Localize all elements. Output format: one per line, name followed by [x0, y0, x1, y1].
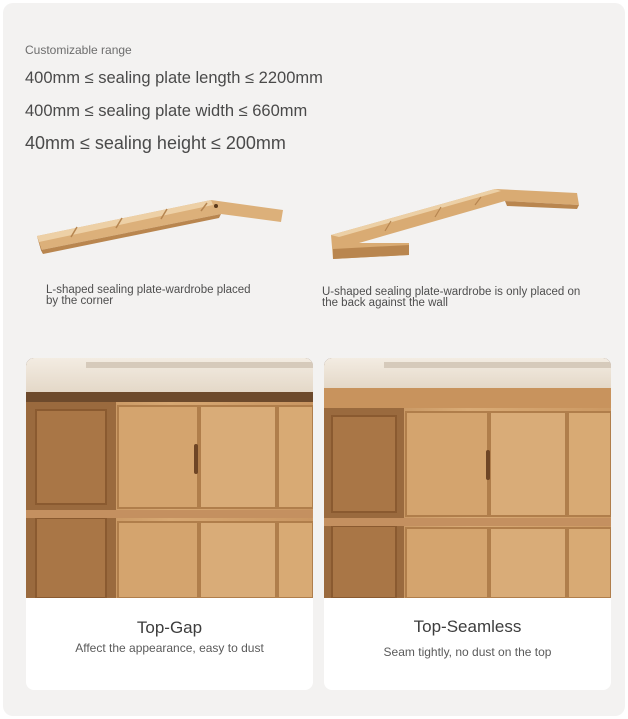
u-shaped-caption [322, 287, 612, 309]
top-gap-card [26, 358, 313, 690]
top-seamless-card [324, 358, 611, 690]
product-info-panel [3, 3, 625, 716]
spec-length: 400mm ≤ sealing plate length ≤ 2200mm [25, 69, 323, 87]
spec-width: 400mm ≤ sealing plate width ≤ 660mm [25, 102, 308, 120]
u-shaped-plate-image [325, 183, 587, 269]
l-shaped-caption [46, 285, 286, 307]
l-caption-line2: by the corner [46, 295, 114, 307]
spec-height: 40mm ≤ sealing height ≤ 200mm [25, 133, 286, 153]
range-label: Customizable range [25, 43, 132, 57]
top-gap-wardrobe-photo [26, 358, 313, 598]
u-caption-line1: U-shaped sealing plate-wardrobe is only placed on [322, 286, 581, 298]
top-seamless-wardrobe-photo [324, 358, 611, 598]
l-caption-line1: L-shaped sealing plate-wardrobe placed [46, 284, 251, 296]
top-seamless-subtitle: Seam tightly, no dust on the top [383, 645, 552, 659]
u-caption-line2: the back against the wall [322, 297, 448, 309]
top-seamless-title: Top-Seamless [413, 617, 522, 636]
top-gap-title: Top-Gap [136, 618, 203, 637]
l-shaped-plate-image [31, 188, 291, 258]
top-gap-subtitle: Affect the appearance, easy to dust [75, 641, 264, 655]
